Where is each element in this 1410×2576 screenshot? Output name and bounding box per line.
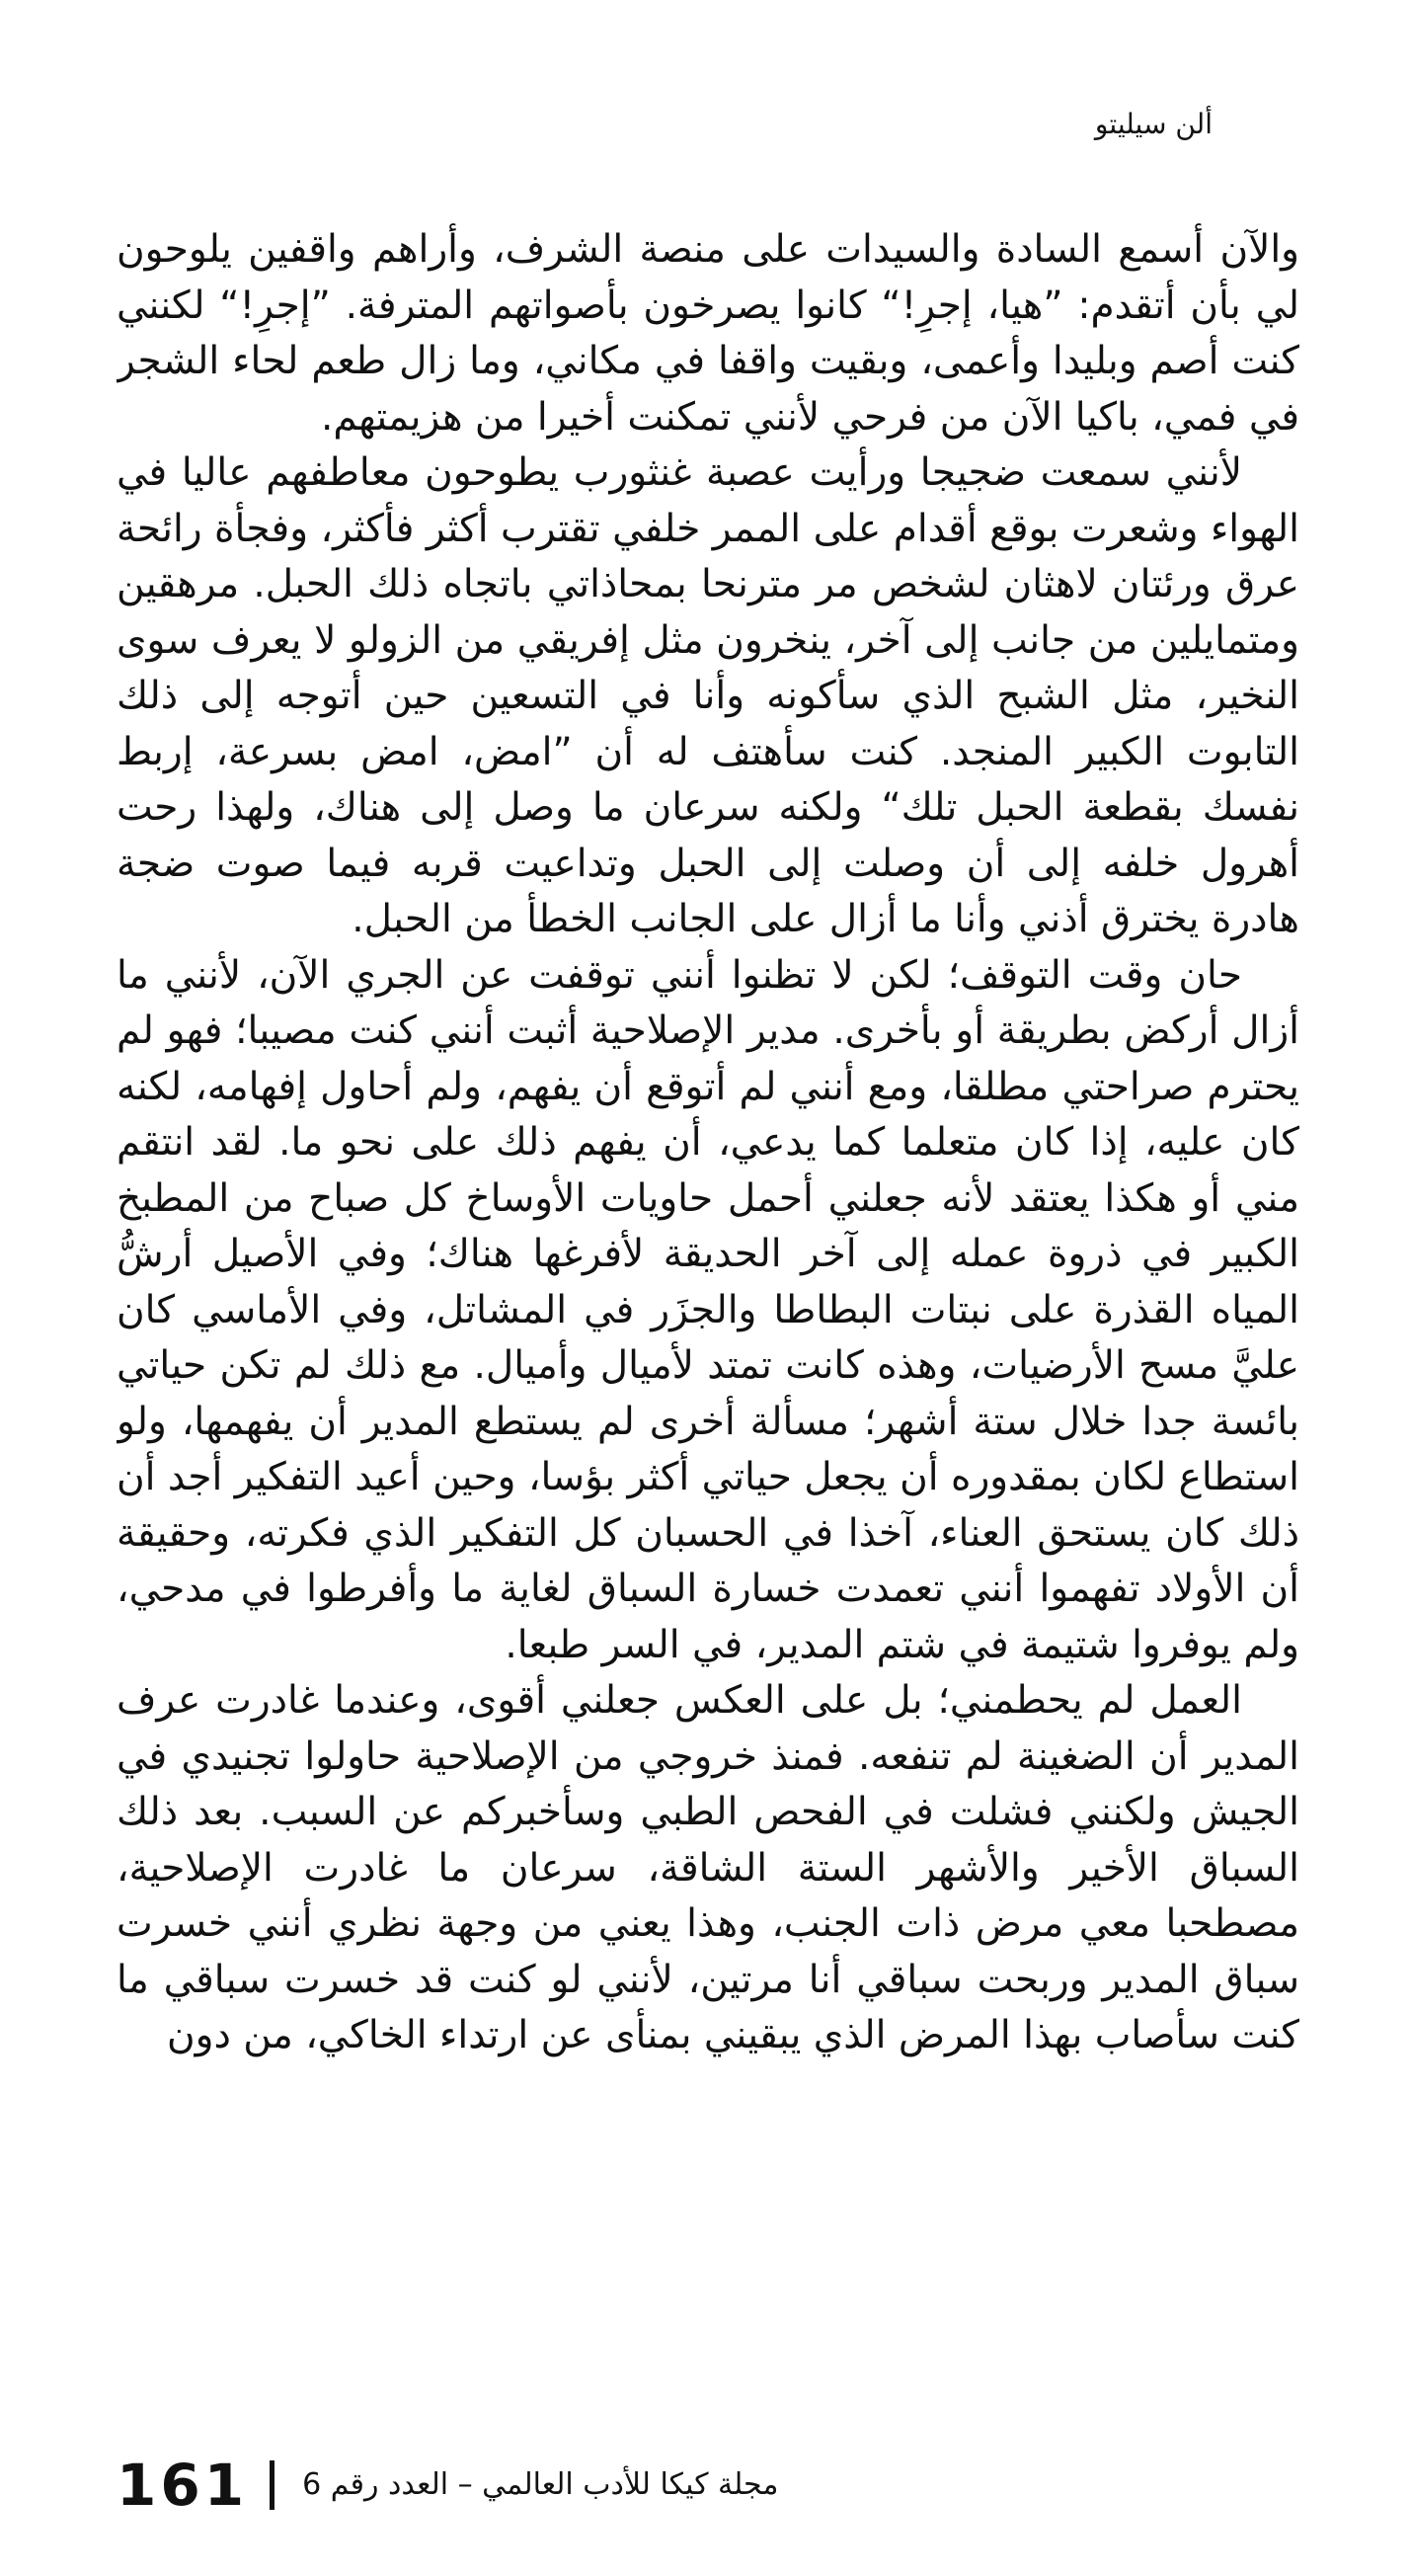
footer-divider — [270, 2460, 274, 2510]
paragraph: والآن أسمع السادة والسيدات على منصة الشرف، وأراهم واقفين يلوحون لي بأن أتقدم: ”هيا، إجرِ!“ كانوا يصرخون بأصواتهم المترفة. ”إجرِ!“ لكنني كنت أصم وبليدا وأعمى، وبقيت واقفا في مكاني، وما زال طعم لحاء الشجر في فمي، باكيا الآن من فرحي لأنني تمكنت أخيرا من هزيمتهم. — [117, 227, 1299, 440]
journal-title: مجلة كيكا للأدب العالمي – العدد رقم 6 — [302, 2467, 779, 2502]
page-number: 161 — [117, 2452, 249, 2519]
running-head-author: ألن سيليتو — [1094, 108, 1213, 140]
paragraph: لأنني سمعت ضجيجا ورأيت عصبة غنثورب يطوحون معاطفهم عاليا في الهواء وشعرت بوقع أقدام على الممر خلفي تقترب أكثر فأكثر، وفجأة رائحة عرق ورئتان لاهثان لشخص مر مترنحا بمحاذاتي باتجاه ذلك الحبل. مرهقين ومتمايلين من جانب إلى آخر، ينخرون مثل إفريقي من الزولو لا يعرف سوى النخير، مثل الشبح الذي سأكونه وأنا في التسعين حين أتوجه إلى ذلك التابوت الكبير المنجد. كنت سأهتف له أن ”امض، امض بسرعة، إربط نفسك بقطعة الحبل تلك“ ولكنه سرعان ما وصل إلى هناك، ولهذا رحت أهرول خلفه إلى أن وصلت إلى الحبل وتداعيت قربه فيما صوت ضجة هادرة يخترق أذني وأنا ما أزال على الجانب الخطأ من الحبل. — [117, 450, 1299, 941]
article-body — [117, 222, 1299, 2385]
paragraph: حان وقت التوقف؛ لكن لا تظنوا أنني توقفت عن الجري الآن، لأنني ما أزال أركض بطريقة أو بأخرى. مدير الإصلاحية أثبت أنني كنت مصيبا؛ فهو لم يحترم صراحتي مطلقا، ومع أنني لم أتوقع أن يفهم، ولم أحاول إفهامه، لكنه كان عليه، إذا كان متعلما كما يدعي، أن يفهم ذلك على نحو ما. لقد انتقم مني أو هكذا يعتقد لأنه جعلني أحمل حاويات الأوساخ كل صباح من المطبخ الكبير في ذروة عمله إلى آخر الحديقة لأفرغها هناك؛ وفي الأصيل أرشُّ المياه القذرة على نبتات البطاطا والجزَر في المشاتل، وفي الأماسي كان عليَّ مسح الأرضيات، وهذه كانت تمتد لأميال وأميال. مع ذلك لم تكن حياتي بائسة جدا خلال ستة أشهر؛ مسألة أخرى لم يستطع المدير أن يفهمها، ولو استطاع لكان بمقدوره أن يجعل حياتي أكثر بؤسا، وحين أعيد التفكير أجد أن ذلك كان يستحق العناء، آخذا في الحسبان كل التفكير الذي فكرته، وحقيقة أن الأولاد تفهموا أنني تعمدت خسارة السباق لغاية ما وأفرطوا في مدحي، ولم يوفروا شتيمة في شتم المدير، في السر طبعا. — [117, 952, 1299, 1667]
paragraph: العمل لم يحطمني؛ بل على العكس جعلني أقوى، وعندما غادرت عرف المدير أن الضغينة لم تنفعه. فمنذ خروجي من الإصلاحية حاولوا تجنيدي في الجيش ولكنني فشلت في الفحص الطبي وسأخبركم عن السبب. بعد ذلك السباق الأخير والأشهر الستة الشاقة، سرعان ما غادرت الإصلاحية، مصطحبا معي مرض ذات الجنب، وهذا يعني من وجهة نظري أنني خسرت سباق المدير وربحت سباقي أنا مرتين، لأنني لو كنت قد خسرت سباقي ما كنت سأصاب بهذا المرض الذي يبقيني بمنأى عن ارتداء الخاكي، من دون — [117, 1678, 1299, 2057]
page-footer — [117, 2452, 779, 2519]
